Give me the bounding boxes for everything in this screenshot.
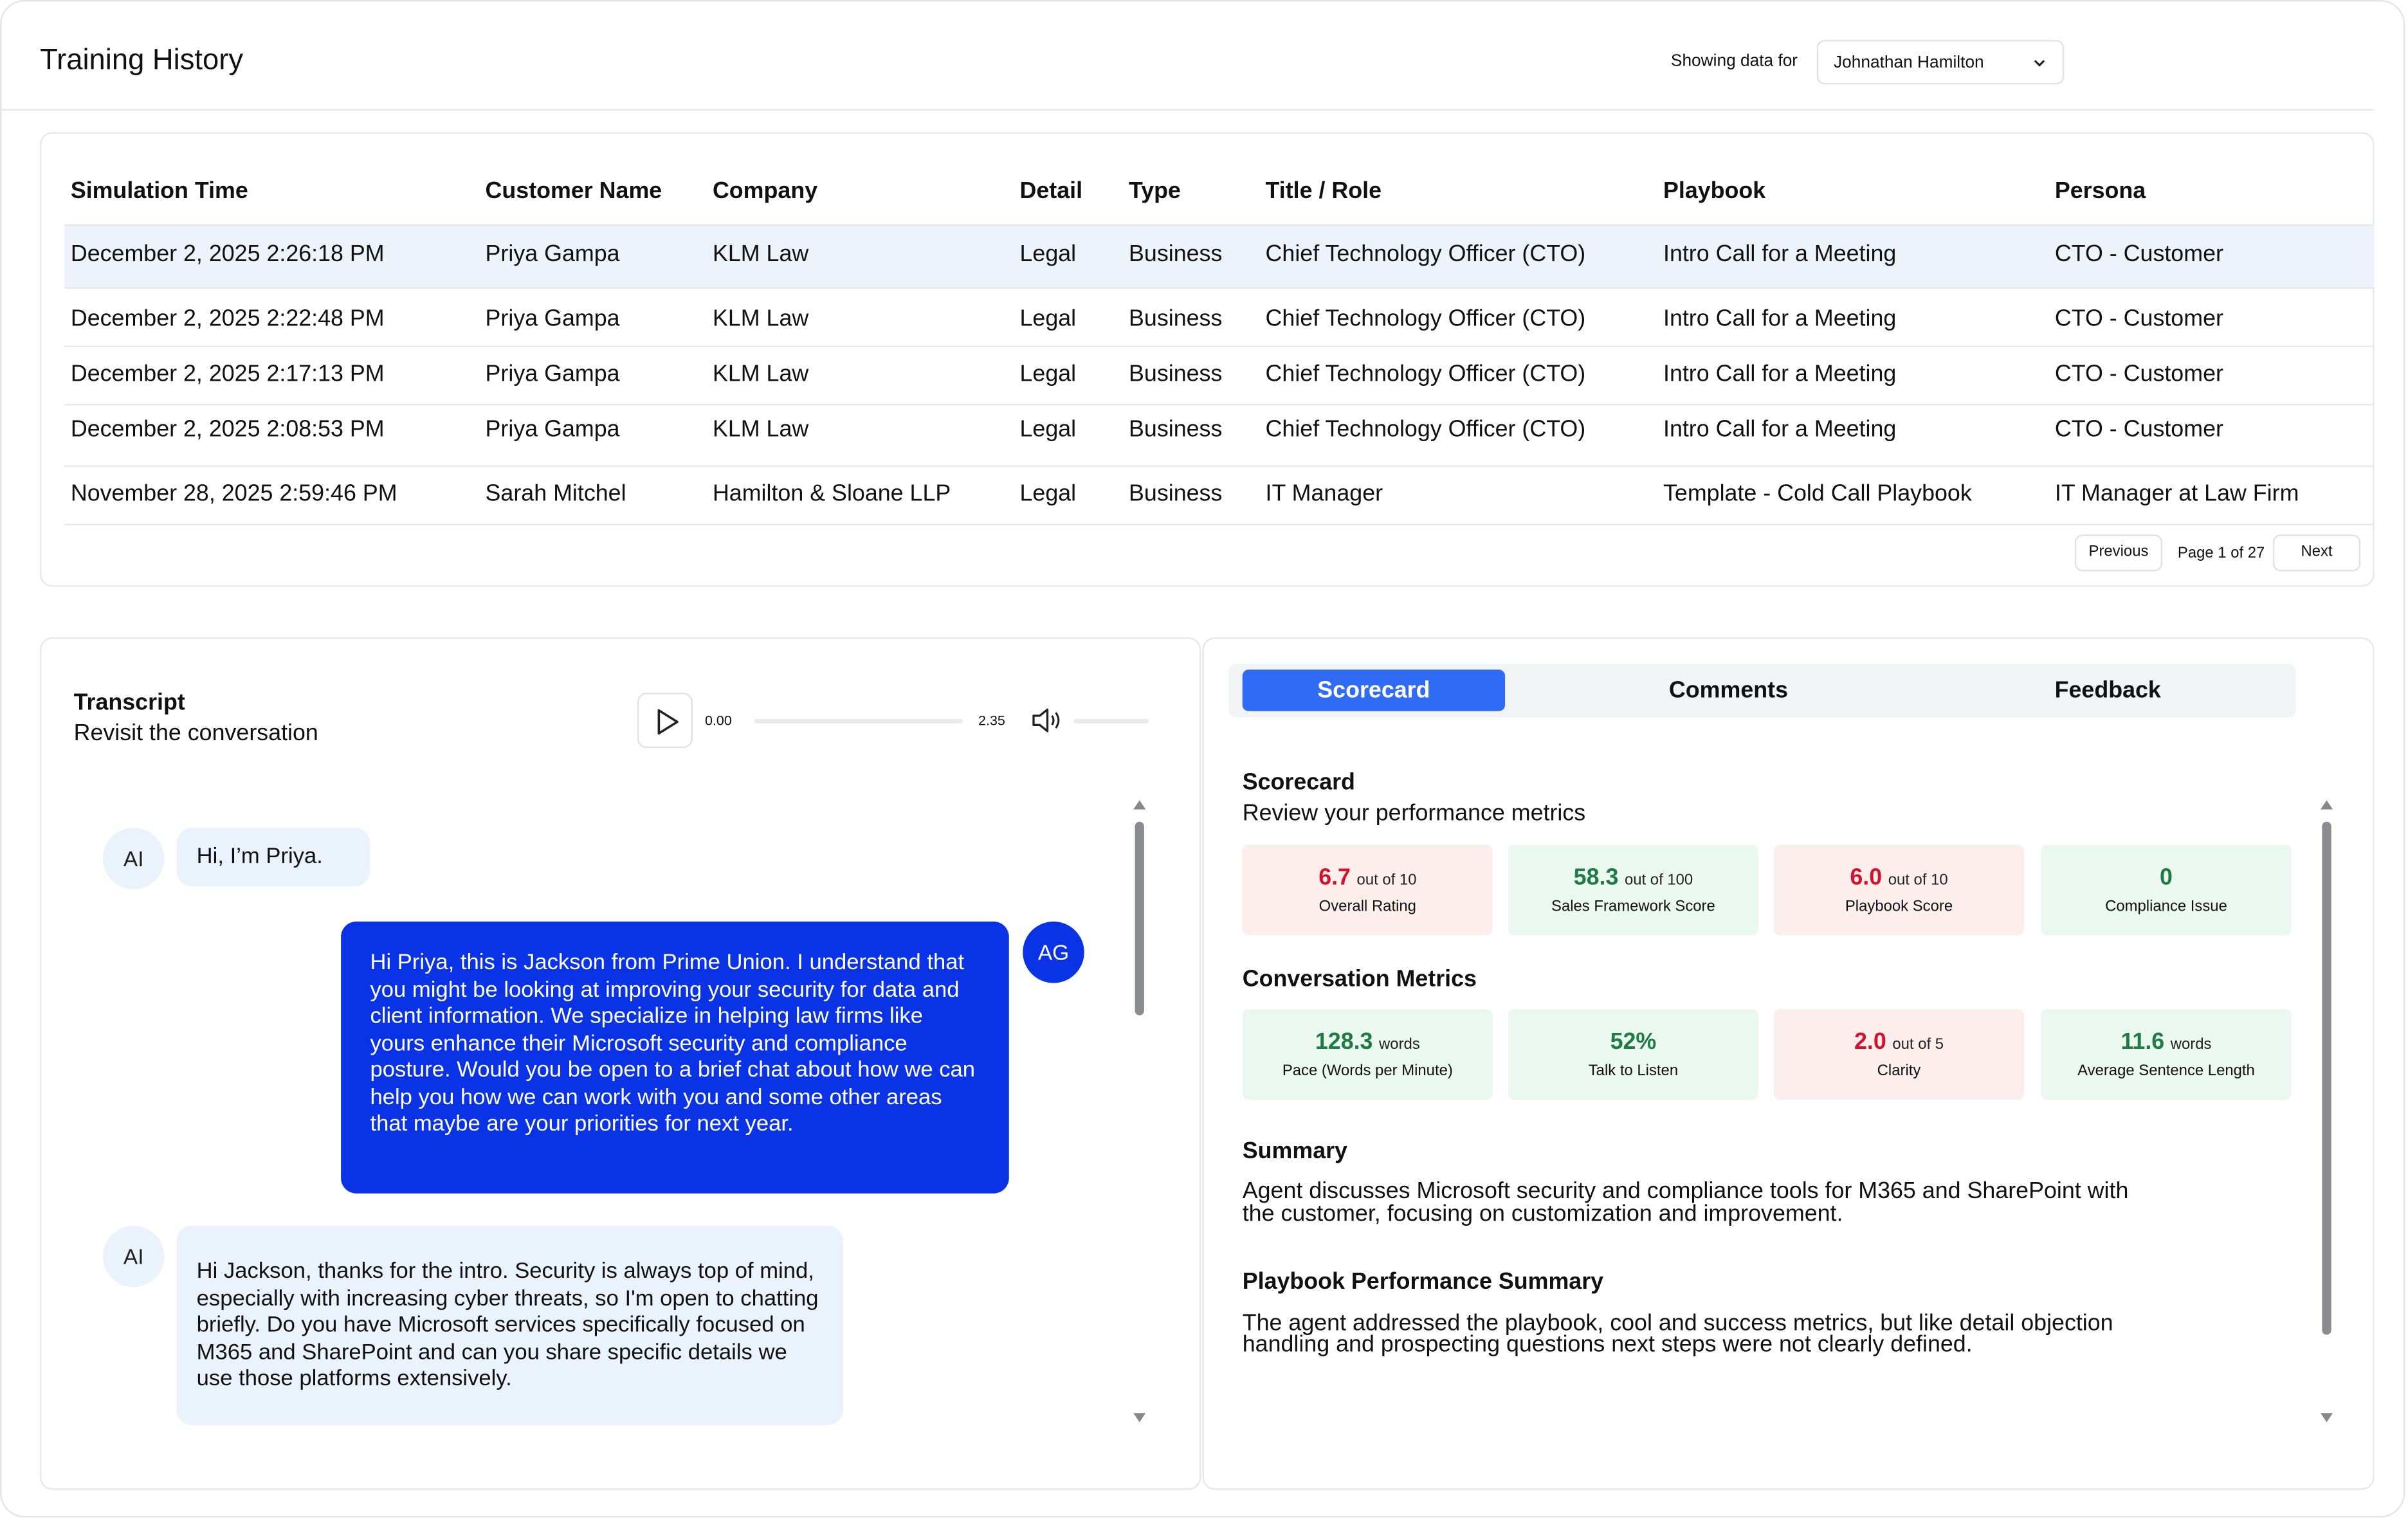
ai-avatar bbox=[103, 828, 165, 889]
cell-simulation-time: December 2, 2025 2:17:13 PM bbox=[70, 361, 385, 387]
cell-type: Business bbox=[1129, 480, 1223, 507]
metric-number: 58.3 bbox=[1573, 864, 1619, 891]
metric-unit: words bbox=[2170, 1037, 2212, 1054]
cell-detail: Legal bbox=[1019, 480, 1077, 507]
col-header-title-role[interactable]: Title / Role bbox=[1265, 178, 1382, 205]
user-select-dropdown[interactable] bbox=[1817, 40, 2064, 84]
metric-card bbox=[2041, 845, 2291, 936]
cell-type: Business bbox=[1129, 361, 1223, 387]
metric-number: 2.0 bbox=[1854, 1029, 1886, 1055]
scroll-down-arrow[interactable] bbox=[1133, 1413, 1145, 1422]
cell-detail: Legal bbox=[1019, 361, 1077, 387]
cell-detail: Legal bbox=[1019, 305, 1077, 332]
showing-data-label: Showing data for bbox=[1670, 52, 1798, 71]
cell-customer-name: Priya Gampa bbox=[485, 305, 620, 332]
cell-simulation-time: December 2, 2025 2:08:53 PM bbox=[70, 416, 385, 442]
metric-card bbox=[1243, 845, 1493, 936]
cell-title-role: IT Manager bbox=[1265, 480, 1383, 507]
play-icon bbox=[639, 695, 694, 750]
cell-title-role: Chief Technology Officer (CTO) bbox=[1265, 241, 1586, 268]
playbook-summary-line: handling and prospecting questions next steps were not clearly defined. bbox=[1242, 1331, 1973, 1358]
playbook-summary-line: The agent addressed the playbook, cool and success metrics, but like detail objection bbox=[1242, 1310, 2113, 1336]
scroll-up-arrow[interactable] bbox=[1133, 800, 1145, 809]
metric-unit: out of 10 bbox=[1356, 872, 1417, 889]
next-page-button[interactable]: Next bbox=[2273, 534, 2360, 571]
metric-number: 6.7 bbox=[1318, 864, 1351, 891]
selected-user-value: Johnathan Hamilton bbox=[1834, 53, 1984, 73]
metric-card bbox=[1774, 1009, 2024, 1100]
page-title: Training History bbox=[40, 44, 244, 77]
ai-avatar bbox=[103, 1226, 165, 1287]
cell-simulation-time: December 2, 2025 2:22:48 PM bbox=[70, 305, 385, 332]
chat-bubble-ai: Hi, I’m Priya. bbox=[177, 828, 370, 886]
cell-company: Hamilton & Sloane LLP bbox=[712, 480, 951, 507]
cell-playbook: Intro Call for a Meeting bbox=[1663, 361, 1897, 387]
col-header-simulation-time[interactable]: Simulation Time bbox=[70, 178, 248, 205]
conversation-metrics-title: Conversation Metrics bbox=[1242, 966, 1477, 992]
metric-card bbox=[2041, 1009, 2291, 1100]
cell-simulation-time: December 2, 2025 2:26:18 PM bbox=[70, 241, 385, 268]
cell-title-role: Chief Technology Officer (CTO) bbox=[1265, 361, 1586, 387]
avatar-initials: AI bbox=[123, 1244, 144, 1269]
metric-label: Sales Framework Score bbox=[1551, 898, 1715, 916]
scroll-up-arrow[interactable] bbox=[2321, 800, 2333, 809]
metric-label: Overall Rating bbox=[1318, 898, 1416, 916]
cell-customer-name: Priya Gampa bbox=[485, 241, 620, 268]
cell-customer-name: Priya Gampa bbox=[485, 361, 620, 387]
page-header bbox=[0, 0, 2375, 111]
cell-detail: Legal bbox=[1019, 241, 1077, 268]
scorecard-subtitle: Review your performance metrics bbox=[1242, 800, 1586, 826]
tab-comments[interactable]: Comments bbox=[1668, 677, 1788, 704]
metric-label: Talk to Listen bbox=[1588, 1062, 1679, 1080]
metric-unit: out of 100 bbox=[1624, 872, 1693, 889]
volume-icon[interactable] bbox=[1029, 705, 1063, 736]
cell-type: Business bbox=[1129, 241, 1223, 268]
col-header-persona[interactable]: Persona bbox=[2054, 178, 2146, 205]
metric-unit: words bbox=[1379, 1037, 1420, 1054]
scroll-down-arrow[interactable] bbox=[2321, 1413, 2333, 1422]
scorecard-title: Scorecard bbox=[1242, 769, 1355, 796]
avatar-initials: AG bbox=[1037, 940, 1070, 965]
chevron-down-icon bbox=[2032, 55, 2047, 71]
metric-label: Playbook Score bbox=[1845, 898, 1953, 916]
chat-bubble-ai: Hi Jackson, thanks for the intro. Security is always top of mind, especially with increasing cyber threats, so I'm open to chatting briefly. Do you have Microsoft services specifically focused on M365 and SharePoint and can you share specific details we use those platforms extensively. bbox=[177, 1226, 843, 1425]
metric-number: 52% bbox=[1610, 1029, 1657, 1055]
agent-avatar bbox=[1023, 922, 1084, 983]
cell-customer-name: Sarah Mitchel bbox=[485, 480, 626, 507]
cell-type: Business bbox=[1129, 416, 1223, 442]
tab-feedback[interactable]: Feedback bbox=[2054, 677, 2161, 704]
metric-value bbox=[1243, 1029, 1493, 1055]
summary-title: Summary bbox=[1242, 1138, 1347, 1165]
cell-persona: CTO - Customer bbox=[2054, 361, 2223, 387]
cell-playbook: Intro Call for a Meeting bbox=[1663, 416, 1897, 442]
col-header-playbook[interactable]: Playbook bbox=[1663, 178, 1766, 205]
cell-persona: CTO - Customer bbox=[2054, 241, 2223, 268]
metric-value bbox=[1508, 865, 1758, 891]
metric-value bbox=[2041, 1029, 2291, 1055]
playbook-summary-title: Playbook Performance Summary bbox=[1242, 1268, 1604, 1295]
metric-value bbox=[1774, 1029, 2024, 1055]
cell-persona: CTO - Customer bbox=[2054, 305, 2223, 332]
col-header-company[interactable]: Company bbox=[712, 178, 818, 205]
metric-number: 128.3 bbox=[1315, 1029, 1373, 1055]
summary-line: the customer, focusing on customization and improvement. bbox=[1242, 1201, 1843, 1228]
summary-line: Agent discusses Microsoft security and compliance tools for M365 and SharePoint with bbox=[1242, 1178, 2129, 1205]
col-header-detail[interactable]: Detail bbox=[1019, 178, 1083, 205]
metric-number: 11.6 bbox=[2121, 1029, 2165, 1055]
metric-label: Clarity bbox=[1877, 1062, 1921, 1080]
cell-playbook: Template - Cold Call Playbook bbox=[1663, 480, 1972, 507]
scorecard-scrollbar-thumb[interactable] bbox=[2322, 822, 2331, 1335]
cell-company: KLM Law bbox=[712, 241, 809, 268]
metric-card bbox=[1508, 845, 1758, 936]
cell-playbook: Intro Call for a Meeting bbox=[1663, 305, 1897, 332]
play-button[interactable] bbox=[637, 693, 693, 748]
audio-progress-track[interactable] bbox=[754, 719, 963, 723]
cell-playbook: Intro Call for a Meeting bbox=[1663, 241, 1897, 268]
metric-number: 0 bbox=[2160, 864, 2173, 891]
transcript-title: Transcript bbox=[73, 689, 185, 716]
metric-label: Average Sentence Length bbox=[2077, 1062, 2255, 1080]
metric-unit: out of 5 bbox=[1892, 1037, 1944, 1054]
audio-duration: 2.35 bbox=[978, 713, 1005, 729]
cell-type: Business bbox=[1129, 305, 1223, 332]
page-indicator: Page 1 of 27 bbox=[2177, 545, 2265, 563]
audio-current-time: 0.00 bbox=[705, 713, 732, 729]
cell-company: KLM Law bbox=[712, 361, 809, 387]
cell-persona: IT Manager at Law Firm bbox=[2054, 480, 2299, 507]
col-header-customer-name[interactable]: Customer Name bbox=[485, 178, 662, 205]
metric-label: Pace (Words per Minute) bbox=[1282, 1062, 1453, 1080]
cell-company: KLM Law bbox=[712, 416, 809, 442]
metric-card bbox=[1774, 845, 2024, 936]
metric-card bbox=[1243, 1009, 1493, 1100]
cell-persona: CTO - Customer bbox=[2054, 416, 2223, 442]
transcript-scrollbar-thumb[interactable] bbox=[1135, 822, 1144, 1015]
cell-detail: Legal bbox=[1019, 416, 1077, 442]
avatar-initials: AI bbox=[123, 846, 144, 871]
transcript-subtitle: Revisit the conversation bbox=[73, 720, 318, 747]
metric-value bbox=[1243, 865, 1493, 891]
cell-simulation-time: November 28, 2025 2:59:46 PM bbox=[70, 480, 397, 507]
metric-card bbox=[1508, 1009, 1758, 1100]
metric-value bbox=[1774, 865, 2024, 891]
tab-scorecard[interactable]: Scorecard bbox=[1243, 669, 1505, 711]
metric-number: 6.0 bbox=[1850, 864, 1883, 891]
previous-page-button[interactable]: Previous bbox=[2075, 534, 2162, 571]
volume-slider[interactable] bbox=[1073, 719, 1149, 723]
metric-unit: out of 10 bbox=[1888, 872, 1948, 889]
cell-title-role: Chief Technology Officer (CTO) bbox=[1265, 305, 1586, 332]
col-header-type[interactable]: Type bbox=[1129, 178, 1181, 205]
cell-customer-name: Priya Gampa bbox=[485, 416, 620, 442]
metric-value bbox=[1508, 1029, 1758, 1055]
chat-bubble-agent: Hi Priya, this is Jackson from Prime Union. I understand that you might be looking at improving your security for data and client information. We specialize in helping law firms like yours enhance their Microsoft security and compliance posture. Would you be open to a brief chat about how we can help you how we can work with you and some other areas that maybe are your priorities for next year. bbox=[341, 922, 1009, 1194]
metric-label: Compliance Issue bbox=[2105, 898, 2227, 916]
metric-value bbox=[2041, 865, 2291, 891]
cell-company: KLM Law bbox=[712, 305, 809, 332]
cell-title-role: Chief Technology Officer (CTO) bbox=[1265, 416, 1586, 442]
